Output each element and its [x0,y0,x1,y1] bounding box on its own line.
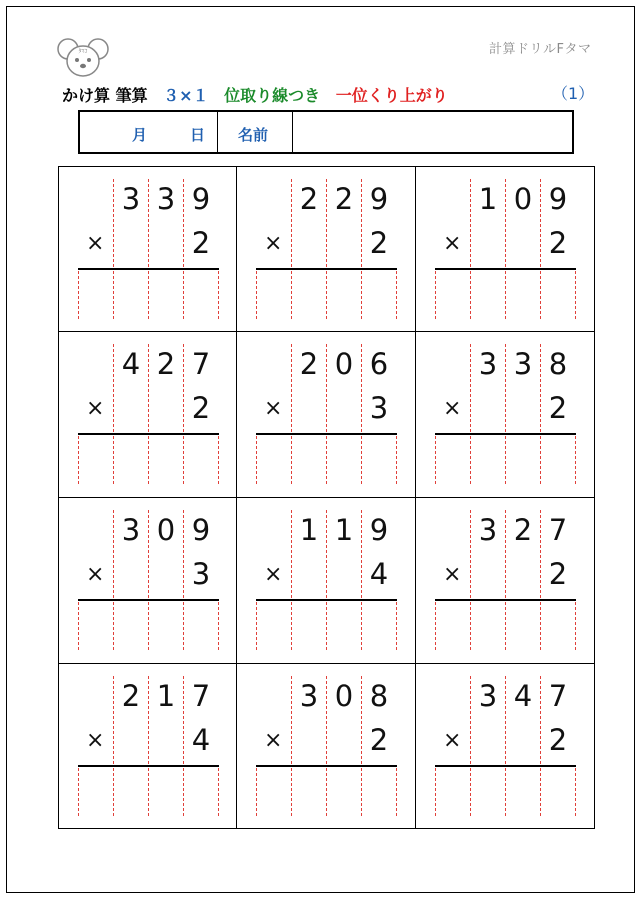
worksheet-page [6,6,635,893]
times-sign: × [264,396,283,421]
times-sign: × [264,562,283,587]
day-label: 日 [190,126,206,144]
multiplicand-digit: 3 [121,513,141,547]
multiplier-digit: 2 [191,226,211,260]
answer-rule [435,268,576,270]
multiplicand-digit: 1 [478,182,498,216]
answer-area[interactable] [435,768,576,816]
problem-cell [416,498,594,663]
answer-rule [256,433,397,435]
multiplicand-digit: 3 [478,513,498,547]
multiplicand-digit: 3 [513,347,533,381]
multiplicand-digit: 0 [156,513,176,547]
title-part-carry: 一位くり上がり [335,86,448,105]
multiplicand-digit: 1 [334,513,354,547]
problem-cell [416,167,594,332]
multiplier-digit: 3 [191,557,211,591]
multiplicand-digit: 2 [121,679,141,713]
multiplier-digit: 2 [369,226,389,260]
answer-rule [435,599,576,601]
title-part-guides: 位取り線つき [224,86,321,105]
multiplier-digit: 2 [548,557,568,591]
times-sign: × [86,728,105,753]
multiplicand-digit: 9 [548,182,568,216]
multiplicand-digit: 2 [334,182,354,216]
times-sign: × [443,396,462,421]
answer-area[interactable] [78,271,219,319]
multiplicand-digit: 9 [191,182,211,216]
problem-grid [58,166,595,829]
title-part-format: ３×１ [163,86,209,105]
answer-rule [256,765,397,767]
multiplicand-digit: 2 [513,513,533,547]
problem-cell [237,332,415,497]
multiplier-digit: 2 [548,723,568,757]
answer-area[interactable] [256,271,397,319]
multiplicand-digit: 4 [121,347,141,381]
problem-cell [59,167,237,332]
multiplicand-digit: 0 [334,347,354,381]
title-part-topic: かけ算 筆算 [62,86,148,105]
multiplicand-digit: 3 [478,679,498,713]
multiplicand-digit: 9 [369,513,389,547]
answer-rule [435,765,576,767]
multiplicand-digit: 3 [478,347,498,381]
name-write-area[interactable] [293,112,572,152]
answer-area[interactable] [256,768,397,816]
problem-cell [237,498,415,663]
multiplicand-digit: 3 [156,182,176,216]
name-label: 名前 [238,126,269,144]
problem-cell [237,167,415,332]
multiplicand-digit: 6 [369,347,389,381]
problem-cell [416,332,594,497]
multiplicand-digit: 0 [513,182,533,216]
multiplicand-digit: 8 [369,679,389,713]
multiplicand-digit: 2 [299,347,319,381]
multiplier-digit: 4 [369,557,389,591]
month-label: 月 [132,126,148,144]
multiplicand-digit: 4 [513,679,533,713]
name-date-box [78,110,574,154]
times-sign: × [443,231,462,256]
multiplicand-digit: 3 [299,679,319,713]
times-sign: × [86,231,105,256]
multiplicand-digit: 2 [299,182,319,216]
answer-rule [435,433,576,435]
multiplicand-digit: 1 [156,679,176,713]
answer-area[interactable] [78,602,219,650]
multiplier-digit: 2 [548,391,568,425]
multiplicand-digit: 9 [369,182,389,216]
brand-label: 計算ドリルFタマ [489,42,592,57]
answer-area[interactable] [435,602,576,650]
problem-cell [416,664,594,829]
multiplier-digit: 2 [369,723,389,757]
multiplicand-digit: 2 [156,347,176,381]
multiplier-digit: 3 [369,391,389,425]
worksheet-title [62,83,458,106]
answer-area[interactable] [435,436,576,484]
answer-rule [256,599,397,601]
multiplicand-digit: 0 [334,679,354,713]
answer-rule [78,268,219,270]
svg-text:ﾀﾏｺ: ﾀﾏｺ [78,48,88,55]
times-sign: × [86,562,105,587]
multiplicand-digit: 8 [548,347,568,381]
times-sign: × [264,231,283,256]
problem-cell [59,664,237,829]
multiplicand-digit: 9 [191,513,211,547]
answer-rule [78,433,219,435]
multiplier-digit: 4 [191,723,211,757]
multiplicand-digit: 7 [191,679,211,713]
answer-rule [78,765,219,767]
page-number: （1） [552,84,595,103]
answer-area[interactable] [256,602,397,650]
multiplicand-digit: 3 [121,182,141,216]
multiplicand-digit: 7 [191,347,211,381]
problem-cell [237,664,415,829]
answer-area[interactable] [256,436,397,484]
multiplier-digit: 2 [548,226,568,260]
times-sign: × [443,728,462,753]
problem-cell [59,498,237,663]
problem-cell [59,332,237,497]
answer-area[interactable] [435,271,576,319]
answer-rule [78,599,219,601]
answer-area[interactable] [78,436,219,484]
answer-rule [256,268,397,270]
mouse-mascot-icon [57,35,109,79]
times-sign: × [86,396,105,421]
answer-area[interactable] [78,768,219,816]
times-sign: × [443,562,462,587]
multiplicand-digit: 7 [548,679,568,713]
multiplier-digit: 2 [191,391,211,425]
multiplicand-digit: 1 [299,513,319,547]
multiplicand-digit: 7 [548,513,568,547]
times-sign: × [264,728,283,753]
